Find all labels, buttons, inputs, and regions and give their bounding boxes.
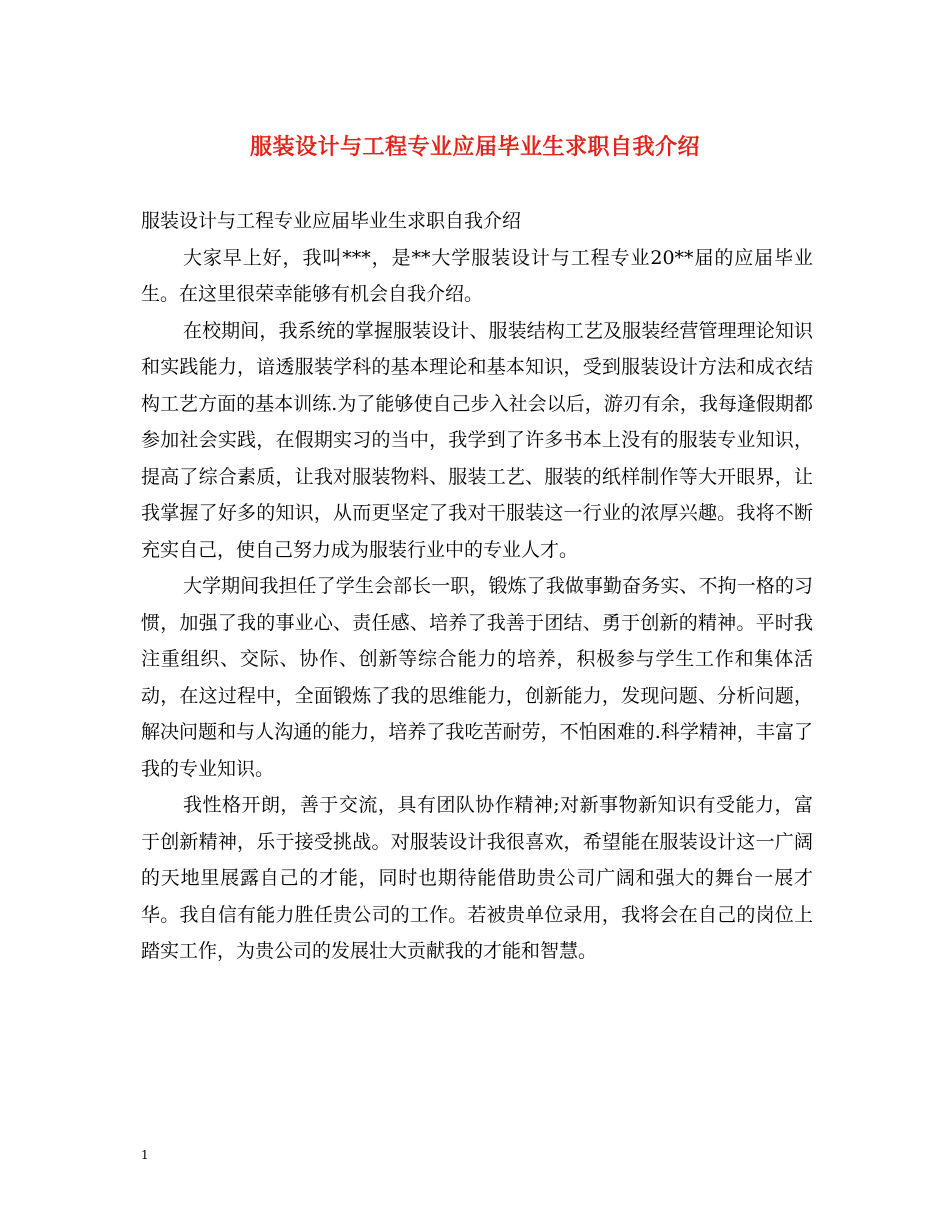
- page-number: 1: [141, 1148, 149, 1162]
- paragraph-personality: 我性格开朗，善于交流，具有团队协作精神;对新事物新知识有受能力，富于创新精神，乐于接受挑战。对服装设计我很喜欢，希望能在服装设计这一广阔的天地里展露自己的才能，同时也期待能借助贵公司广阔和强大的舞台一展才华。我自信有能力胜任贵公司的工作。若被贵单位录用，我将会在自己的岗位上踏实工作，为贵公司的发展壮大贡献我的才能和智慧。: [141, 794, 813, 962]
- document-title: 服装设计与工程专业应届毕业生求职自我介绍: [249, 134, 700, 160]
- document-subtitle: 服装设计与工程专业应届毕业生求职自我介绍: [141, 210, 522, 232]
- document-body: [141, 203, 813, 970]
- paragraph-activities: 大学期间我担任了学生会部长一职，锻炼了我做事勤奋务实、不拘一格的习惯，加强了我的事业心、责任感、培养了我善于团结、勇于创新的精神。平时我注重组织、交际、协作、创新等综合能力的培养，积极参与学生工作和集体活动，在这过程中，全面锻炼了我的思维能力，创新能力，发现问题、分析问题，解决问题和与人沟通的能力，培养了我吃苦耐劳，不怕困难的.科学精神，丰富了我的专业知识。: [141, 575, 813, 780]
- paragraph-greeting: 大家早上好，我叫***，是**大学服装设计与工程专业20**届的应届毕业生。在这里很荣幸能够有机会自我介绍。: [141, 246, 813, 305]
- paragraph-education: 在校期间，我系统的掌握服装设计、服装结构工艺及服装经营管理理论知识和实践能力，谙透服装学科的基本理论和基本知识，受到服装设计方法和成衣结构工艺方面的基本训练.为了能够使自己步入社会以后，游刃有余，我每逢假期都参加社会实践，在假期实习的当中，我学到了许多书本上没有的服装专业知识，提高了综合素质，让我对服装物料、服装工艺、服装的纸样制作等大开眼界，让我掌握了好多的知识，从而更坚定了我对干服装这一行业的浓厚兴趣。我将不断充实自己，使自己努力成为服装行业中的专业人才。: [141, 319, 813, 561]
